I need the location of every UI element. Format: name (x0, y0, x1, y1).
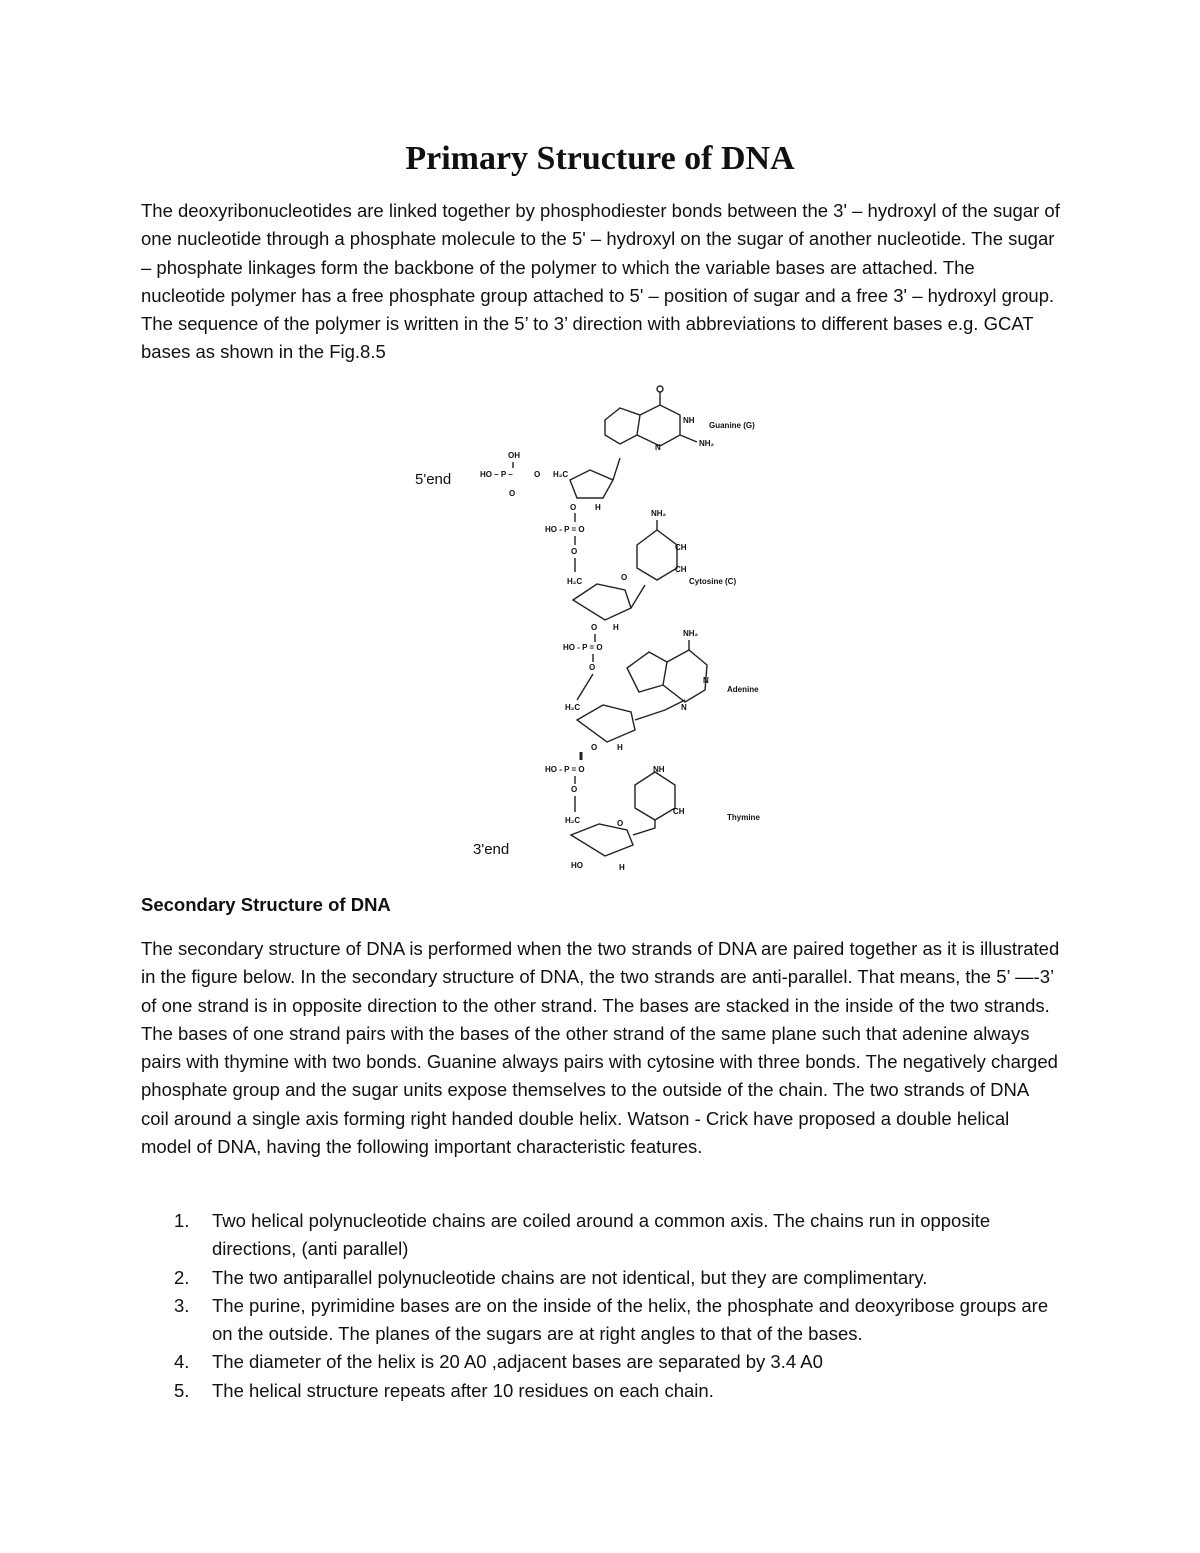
o-label: O (617, 819, 624, 828)
h-label: H (617, 743, 623, 752)
nh2-label: NH₂ (651, 509, 667, 518)
list-item (141, 1207, 1061, 1264)
o-label: O (621, 573, 628, 582)
secondary-structure-heading: Secondary Structure of DNA (141, 894, 391, 915)
nh-label: NH (683, 416, 695, 425)
list-item (141, 1348, 1061, 1376)
adenine-ring-a (627, 652, 667, 692)
o-label: O (534, 470, 541, 479)
nh2-label: NH₂ (683, 629, 699, 638)
h2c-label: H₂C (553, 470, 569, 479)
adenine-ring-b (663, 650, 707, 702)
list-item-number: 5. (174, 1379, 190, 1401)
glycosidic-bond (631, 585, 645, 608)
phosphate-label-4: HO - P = O (545, 765, 585, 774)
glycosidic-bond (635, 700, 685, 720)
sugar-ring-1 (570, 470, 613, 498)
o-label: O (591, 623, 598, 632)
h2c-label: H₂C (565, 816, 581, 825)
list-item (141, 1292, 1061, 1349)
secondary-structure-paragraph: The secondary structure of DNA is performed when the two strands of DNA are paired together as it is illustrated in the figure below. In the secondary structure of DNA, the two strands are anti-parallel. That means, the 5’ —-3’ of one strand is in opposite direction to the other strand. The bases are stacked in the inside of the two strands. The bases of one strand pairs with the bases of the other strand of the same plane such that adenine always pairs with thymine with two bonds. Guanine always pairs with cytosine with three bonds. The negatively charged phosphate group and the sugar units expose themselves to the outside of the chain. The two strands of DNA coil around a single axis forming right handed double helix. Watson - Crick have proposed a double helical model of DNA, having the following important characteristic features. (141, 938, 1060, 1158)
list-item (141, 1377, 1061, 1405)
list-item-number: 2. (174, 1266, 190, 1288)
list-item-text: Two helical polynucleotide chains are coiled around a common axis. The chains run in opposite directions, (anti parallel) (212, 1210, 991, 1260)
sugar-ring-3 (577, 705, 635, 742)
h-label: H (613, 623, 619, 632)
phosphate-label-2: HO - P = O (545, 525, 585, 534)
o-label: O (589, 663, 596, 672)
n-label: N (655, 443, 661, 452)
h2c-label: H₂C (565, 703, 581, 712)
o-label: O (591, 743, 598, 752)
ch-label: CH (675, 565, 687, 574)
o-label: O (509, 489, 516, 498)
n-label: N (703, 676, 709, 685)
guanine-label: Guanine (G) (709, 421, 755, 430)
features-list (141, 1207, 1061, 1405)
oxygen-atom (657, 386, 663, 392)
sugar-ring-4 (571, 824, 633, 856)
o-label: O (570, 503, 577, 512)
top-phosphate-label: HO – P – (480, 470, 513, 479)
list-item-text: The purine, pyrimidine bases are on the inside of the helix, the phosphate and deoxyribose groups are on the outside. The planes of the sugars are at right angles to that of the bases. (212, 1294, 1049, 1345)
dna-primary-structure-figure (405, 380, 800, 880)
glycosidic-bond (633, 820, 655, 835)
cytosine-label: Cytosine (C) (689, 577, 737, 586)
backbone-bond (577, 674, 593, 700)
page-title: Primary Structure of DNA (405, 140, 795, 177)
thymine-label: Thymine (727, 813, 760, 822)
ch-label: CH (675, 543, 687, 552)
list-item-number: 1. (174, 1210, 190, 1231)
cytosine-ring (637, 530, 677, 580)
h-label: H (595, 503, 601, 512)
ho-label: HO (571, 861, 583, 870)
list-item-text: The diameter of the helix is 20 A0 ,adjacent bases are separated by 3.4 A0 (212, 1351, 823, 1373)
list-item (141, 1264, 1061, 1292)
guanine-ring-b (637, 405, 680, 446)
primary-structure-paragraph: The deoxyribonucleotides are linked together by phosphodiester bonds between the 3' – hydroxyl of the sugar of one nucleotide through a phosphate molecule to the 5' – hydroxyl on the sugar of another nucleotide. The sugar – phosphate linkages form the backbone of the polymer to which the variable bases are attached. The nucleotide polymer has a free phosphate group attached to 5' – position of sugar and a free 3' – hydroxyl group. The sequence of the polymer is written in the 5’ to 3’ direction with abbreviations to different bases e.g. GCAT bases as shown in the Fig.8.5 (141, 200, 1060, 363)
sugar-ring-2 (573, 584, 631, 620)
thymine-ring (635, 772, 675, 820)
glycosidic-bond (613, 458, 620, 480)
nh-label: NH (653, 765, 665, 774)
guanine-ring-a (605, 408, 640, 444)
oh-label: OH (508, 451, 520, 460)
phosphate-label-3: HO - P = O (563, 643, 603, 652)
adenine-label: Adenine (727, 685, 759, 694)
nh2-label: NH₂ (699, 439, 715, 448)
amine-bond (680, 435, 697, 442)
list-item-number: 4. (174, 1351, 190, 1373)
n-label: N (681, 703, 687, 712)
five-prime-end-label: 5'end (415, 471, 452, 488)
list-item-text: The two antiparallel polynucleotide chains are not identical, but they are complimentary. (212, 1266, 928, 1288)
three-prime-end-label: 3'end (473, 841, 510, 858)
h2c-label: H₂C (567, 577, 583, 586)
dna-structure-diagram (405, 380, 800, 880)
list-item-number: 3. (174, 1294, 190, 1316)
list-item-text: The helical structure repeats after 10 residues on each chain. (212, 1379, 714, 1401)
o-label: O (571, 785, 578, 794)
ch-label: CH (673, 807, 685, 816)
o-label: O (571, 547, 578, 556)
h-label: H (619, 863, 625, 872)
